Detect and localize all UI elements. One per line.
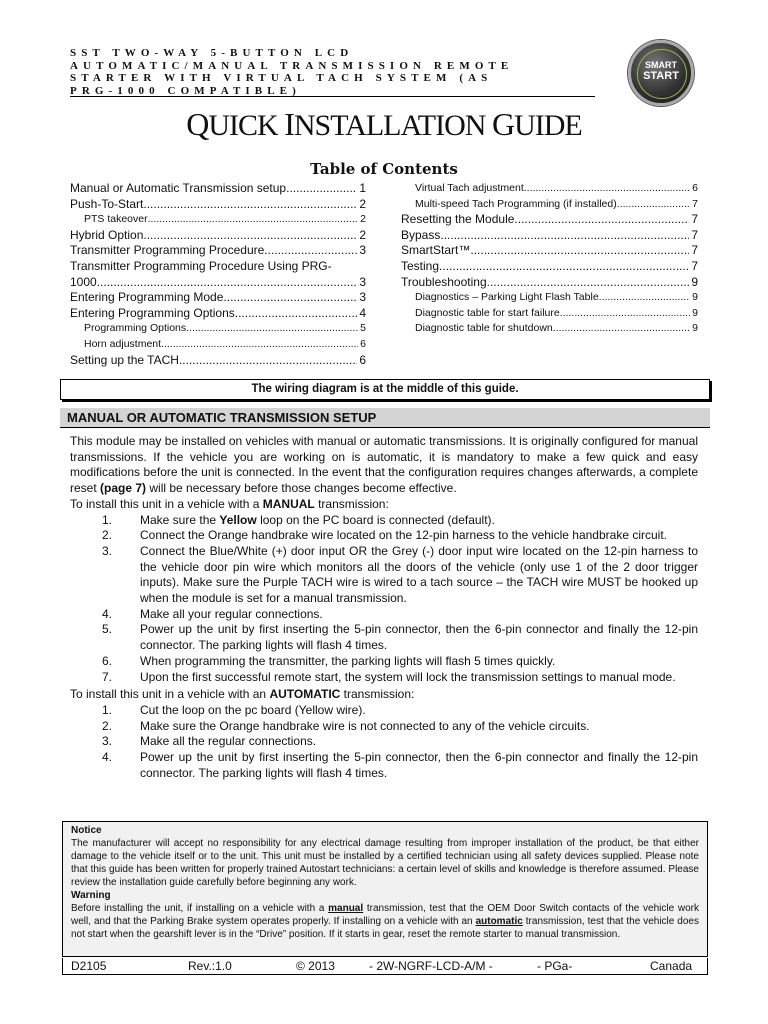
footer-doc-code: D2105	[71, 959, 107, 973]
toc-entry[interactable]: Bypass ..... 7	[401, 228, 698, 244]
toc-entry[interactable]: Diagnostics – Parking Light Flash Table ..... 9	[401, 290, 698, 306]
manual-step: 1. Make sure the Yellow loop on the PC board is connected (default).	[102, 512, 495, 527]
logo-text-start: START	[643, 70, 679, 82]
toc-entry[interactable]: Troubleshooting ..... 9	[401, 275, 698, 291]
toc-entry[interactable]: Push-To-Start ..... 2	[70, 197, 366, 213]
header-divider	[70, 96, 595, 97]
footer-model: - 2W-NGRF-LCD-A/M -	[369, 959, 493, 973]
footer-revision: Rev.:1.0	[188, 959, 232, 973]
section-heading: MANUAL OR AUTOMATIC TRANSMISSION SETUP	[60, 408, 710, 428]
toc-heading: Table of Contents	[310, 160, 458, 178]
automatic-step: 3. Make all the regular connections.	[102, 734, 317, 749]
warning-text: Before installing the unit, if installing on a vehicle with a manual transmission, test that the OEM Door Switch contacts of the vehicle work well, and that the Parking Brake system operates properly. If installing on a vehicle with an automatic transmission, test that the vehicle does not start when the gearshift lever is in the “Drive” position. If it starts in gear, reset the remote starter to manual transmission.	[71, 903, 699, 940]
toc-entry[interactable]: Testing ..... 7	[401, 259, 698, 275]
toc-entry[interactable]: Setting up the TACH ..... 6	[70, 353, 366, 369]
header-line: AUTOMATIC/MANUAL TRANSMISSION REMOTE	[70, 59, 514, 72]
toc-entry[interactable]: PTS takeover ..... 2	[70, 212, 366, 228]
toc-wrapped-line: Transmitter Programming Procedure Using PRG-	[70, 258, 332, 273]
toc-entry[interactable]: Diagnostic table for start failure ..... 9	[401, 306, 698, 322]
toc-entry[interactable]: Transmitter Programming Procedure ..... 3	[70, 243, 366, 259]
notice-box	[62, 821, 708, 957]
toc-entry[interactable]: Entering Programming Options ..... 4	[70, 306, 366, 322]
toc-entry[interactable]: Manual or Automatic Transmission setup ..... 1	[70, 181, 366, 197]
manual-step: 6. When programming the transmitter, the parking lights will flash 5 times quickly.	[102, 653, 556, 668]
toc-left-column	[70, 181, 366, 368]
automatic-lead: To install this unit in a vehicle with an AUTOMATIC transmission:	[70, 687, 415, 702]
notice-text: The manufacturer will accept no responsibility for any electrical damage resulting from improper installation of the product, be that either damage to the vehicle itself or to the unit. This unit must be installed by a certified technician using all safety devices supplied. Please note that this guide has been written for properly trained Autostart technicians: a certain level of skills and knowledge is therefore assumed. Please review the installation guide carefully before beginning any work.	[71, 838, 699, 888]
toc-entry[interactable]: Multi-speed Tach Programming (if installed) ..... 7	[401, 197, 698, 213]
automatic-step: 1. Cut the loop on the pc board (Yellow wire).	[102, 702, 366, 717]
toc-right-column	[401, 181, 698, 337]
product-header	[70, 47, 610, 97]
toc-entry-wrapped[interactable]: Transmitter Programming Procedure Using PRG- 1000 ..... 3	[70, 259, 366, 290]
manual-step: 4. Make all your regular connections.	[102, 606, 323, 621]
page-footer	[62, 958, 708, 975]
notice-heading: Notice	[71, 825, 102, 836]
footer-copyright: © 2013	[296, 959, 335, 973]
automatic-step: 2. Make sure the Orange handbrake wire is not connected to any of the vehicle circuits.	[102, 718, 590, 733]
toc-entry[interactable]: Resetting the Module ..... 7	[401, 212, 698, 228]
logo-text-smart: SMART	[645, 60, 677, 70]
toc-entry[interactable]: Diagnostic table for shutdown. ..... 9	[401, 321, 698, 337]
manual-step: 2. Connect the Orange handbrake wire located on the 12-pin harness to the vehicle handbrake circuit.	[102, 528, 667, 543]
smartstart-logo	[628, 40, 694, 106]
warning-heading: Warning	[71, 890, 111, 901]
manual-step: 7. Upon the first successful remote start, the system will lock the transmission settings to manual mode.	[102, 669, 676, 684]
intro-paragraph: This module may be installed on vehicles with manual or automatic transmissions. It is originally configured for manual transmissions. If the vehicle you are working on is automatic, it is mandatory to make a few quick and easy modifications before the unit is connected. In the event that the configuration requires changes afterwards, a complete reset (page 7) will be necessary before those changes become effective.	[70, 434, 698, 496]
toc-entry[interactable]: Programming Options ..... 5	[70, 321, 366, 337]
toc-entry[interactable]: Hybrid Option ..... 2	[70, 228, 366, 244]
footer-country: Canada	[650, 959, 693, 973]
automatic-step: 4. Power up the unit by first inserting the 5-pin connector, then the 6-pin connector and finally the 12-pin connector. The parking lights will flash 4 times.	[102, 750, 698, 780]
toc-entry[interactable]: Entering Programming Mode ..... 3	[70, 290, 366, 306]
wiring-diagram-note: The wiring diagram is at the middle of this guide.	[60, 379, 710, 400]
guide-title: QUICK INSTALLATION GUIDE	[186, 106, 582, 142]
toc-entry[interactable]: Virtual Tach adjustment ..... 6	[401, 181, 698, 197]
header-line: STARTER WITH VIRTUAL TACH SYSTEM (AS	[70, 72, 493, 84]
header-line: SST TWO-WAY 5-BUTTON LCD	[70, 47, 354, 59]
footer-page: - PGa-	[537, 959, 573, 973]
section-body	[70, 434, 698, 781]
toc-entry[interactable]: Horn adjustment ..... 6	[70, 337, 366, 353]
manual-lead: To install this unit in a vehicle with a MANUAL transmission:	[70, 496, 389, 511]
manual-step: 3. Connect the Blue/White (+) door input OR the Grey (-) door input wire located on the 12-pin harness to the vehicle door pin wire which monitors all the doors of the vehicle (only use 1 of the 2 door trigger inputs). Make sure the Purple TACH wire is wired to a tach source – the TACH wire MUST be hooked up when the module is set for a manual transmission.	[102, 543, 698, 606]
header-line: PRG-1000 COMPATIBLE)	[70, 84, 301, 97]
toc-entry[interactable]: SmartStart™ ..... 7	[401, 243, 698, 259]
manual-step: 5. Power up the unit by first inserting the 5-pin connector, then the 6-pin connector and finally the 12-pin connector. The parking lights will flash 4 times.	[102, 622, 698, 653]
